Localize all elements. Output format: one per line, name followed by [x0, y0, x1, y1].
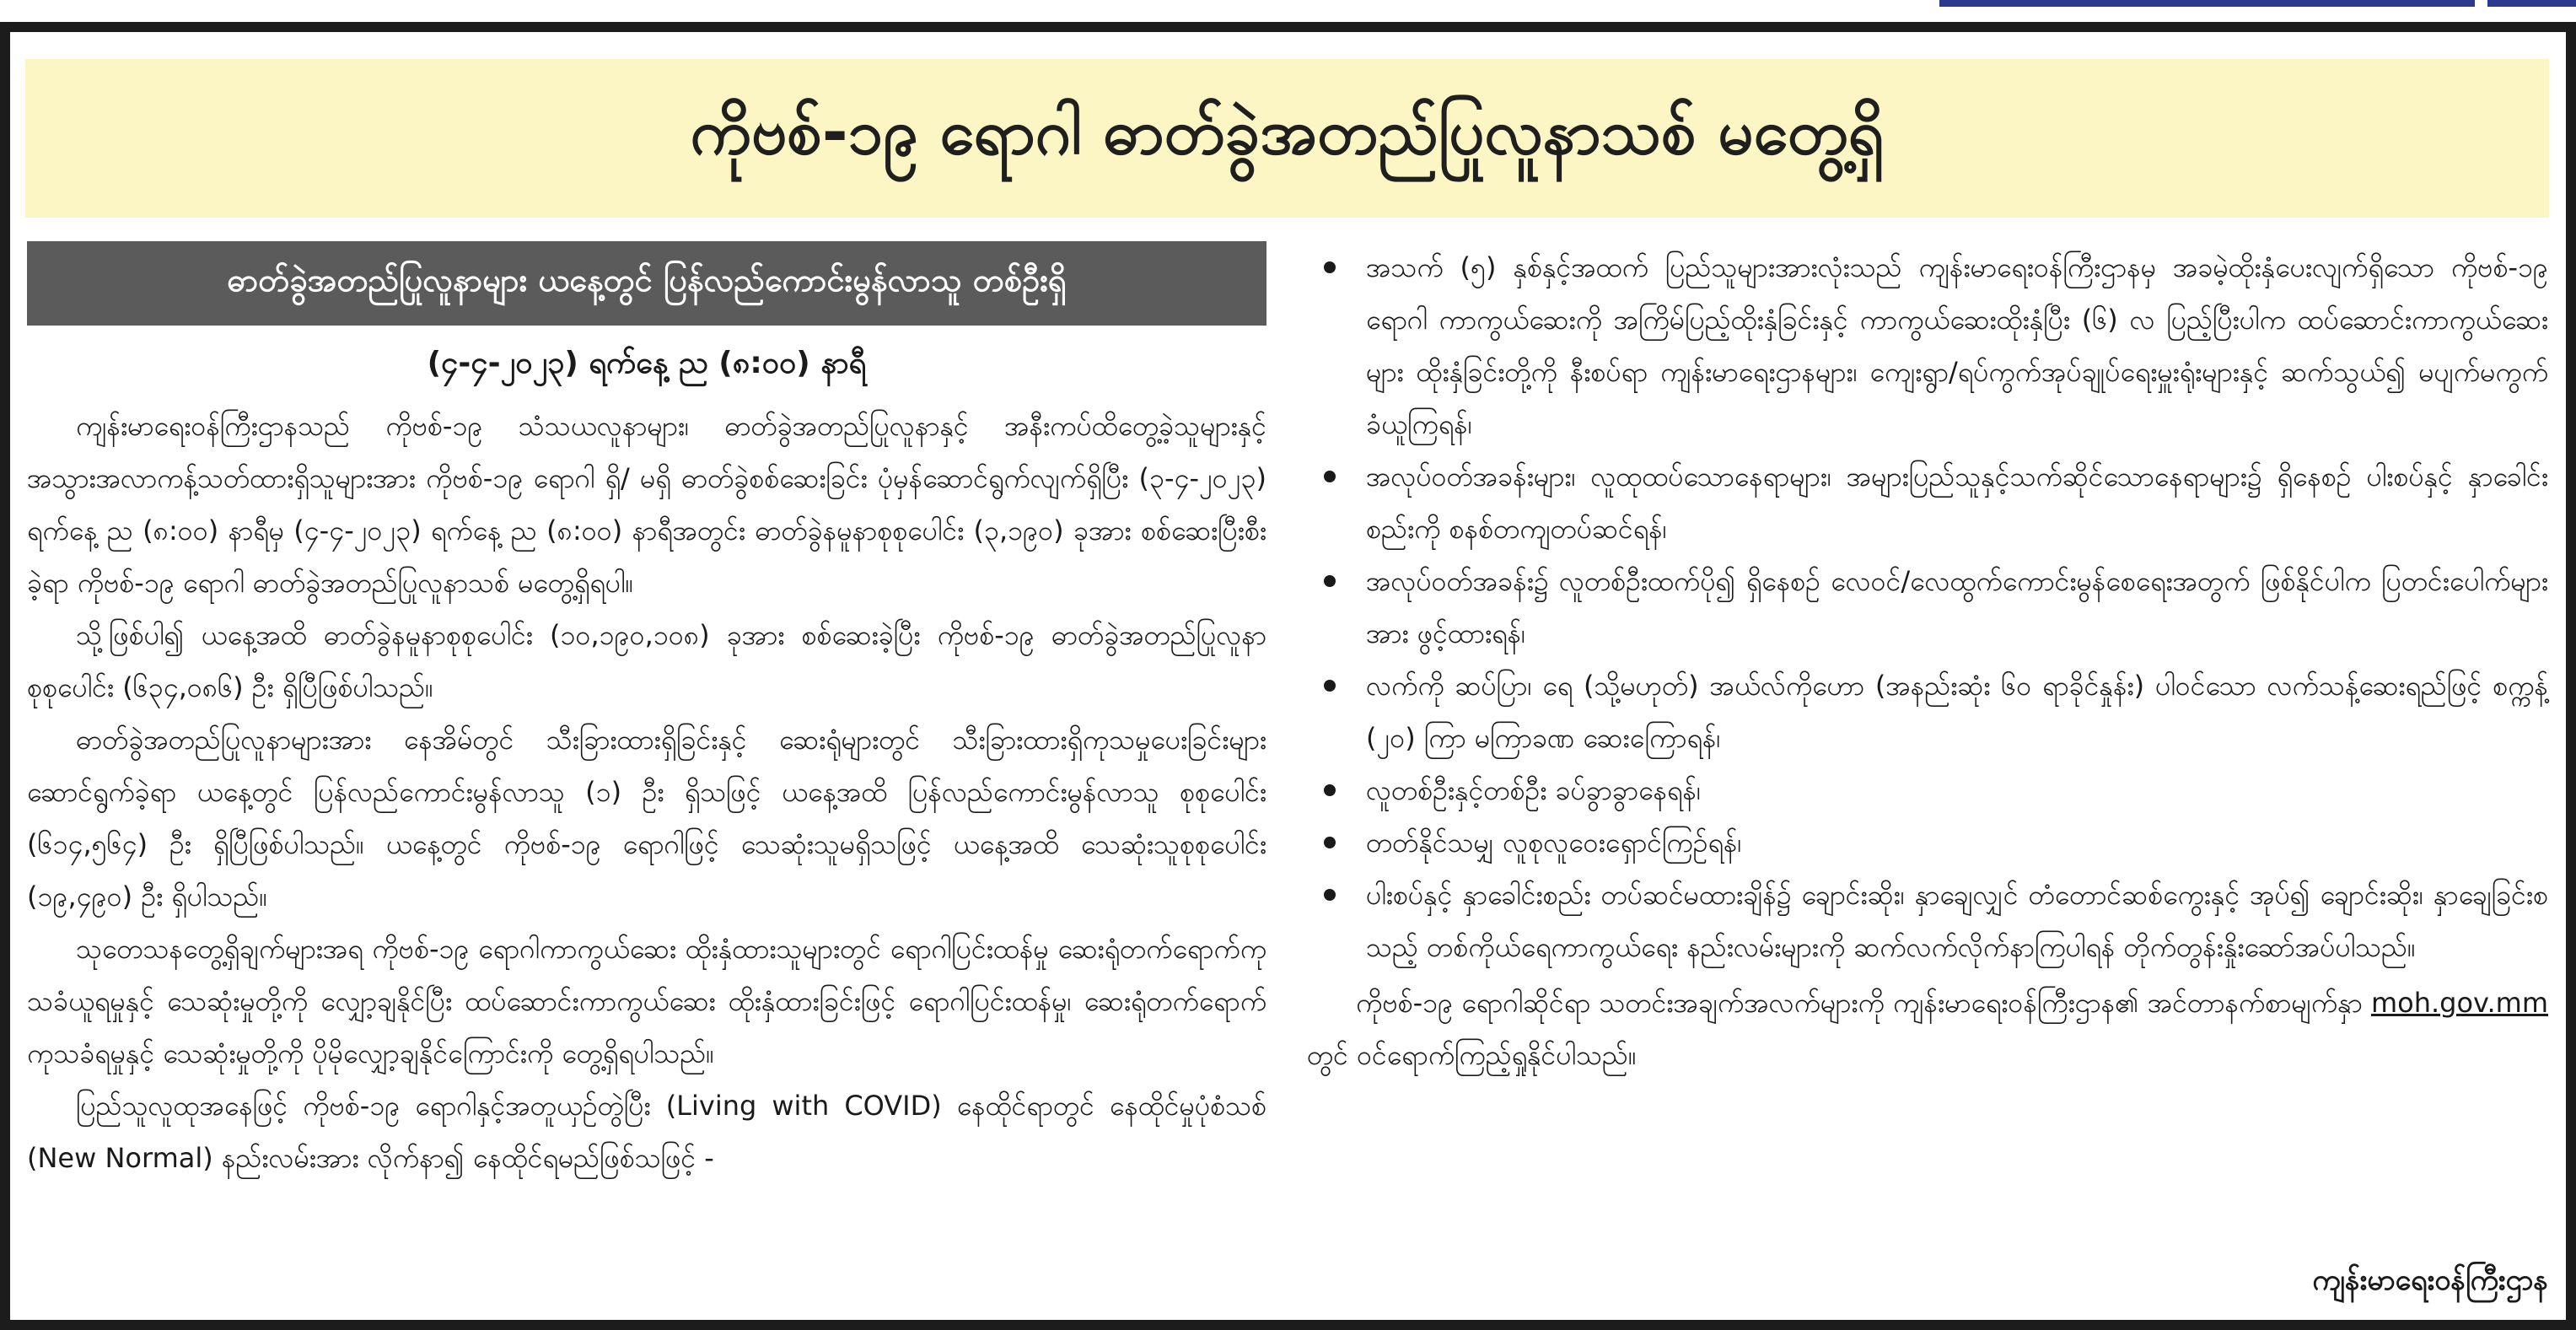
list-item: [1307, 869, 2548, 973]
bullet-icon: [1324, 471, 1336, 482]
website-link[interactable]: moh.gov.mm: [2370, 987, 2548, 1019]
closing-text-after: တွင် ဝင်ရောက်ကြည့်ရှုနိုင်ပါသည်။: [1307, 1039, 1637, 1071]
left-column: [27, 241, 1266, 1312]
bullet-icon: [1324, 889, 1336, 901]
list-item-text: တတ်နိုင်သမျှ လူစုလူဝေးရှောင်ကြဉ်ရန်၊: [1366, 827, 1742, 859]
list-item-text: အသက် (၅) နှစ်နှင့်အထက် ပြည်သူများအားလုံးသည် ကျန်းမာရေးဝန်ကြီးဌာနမှ အခမဲ့ထိုးနှံပေးလျက်ရှိသော ကိုဗစ်-၁၉ ရောဂါ ကာကွယ်ဆေးကို အကြိမ်ပြည့်ထိုးနှံခြင်းနှင့် ကာကွယ်ဆေးထိုးနှံပြီး (၆) လ ပြည့်ပြီးပါက ထပ်ဆောင်းကာကွယ်ဆေးများ ထိုးနှံခြင်းတို့ကို နီးစပ်ရာ ကျန်းမာရေးဌာနများ၊ ကျေးရွာ/ရပ်ကွက်အုပ်ချုပ်ရေးမှူးရုံးများနှင့် ဆက်သွယ်၍ မပျက်မကွက်ခံယူကြရန်၊: [1366, 251, 2548, 440]
list-item-text: အလုပ်ဝတ်အခန်း၌ လူတစ်ဦးထက်ပို၍ ရှိနေစဉ် လေဝင်/လေထွက်ကောင်းမွန်စေရေးအတွက် ဖြစ်နိုင်ပါက ပြတင်းပေါက်များအား ဖွင့်ထားရန်၊: [1366, 565, 2548, 649]
bullet-icon: [1324, 837, 1336, 848]
paragraph-research: သုတေသနတွေ့ရှိချက်များအရ ကိုဗစ်-၁၉ ရောဂါကာကွယ်ဆေး ထိုးနှံထားသူများတွင် ရောဂါပြင်းထန်မှု ဆေးရုံတက်ရောက်ကုသခံယူရမှုနှင့် သေဆုံးမှုတို့ကို လျှော့ချနိုင်ပြီး ထပ်ဆောင်းကာကွယ်ဆေး ထိုးနှံထားခြင်းဖြင့် ရောဂါပြင်းထန်မှု၊ ဆေးရုံတက်ရောက်ကုသခံရမှုနှင့် သေဆုံးမှုတို့ကို ပိုမိုလျှော့ချနိုင်ကြောင်းကို တွေ့ရှိရပါသည်။: [27, 933, 1266, 1069]
sub-banner: ဓာတ်ခွဲအတည်ပြုလူနာများ ယနေ့တွင် ပြန်လည်ကောင်းမွန်လာသူ တစ်ဦးရှိ: [27, 241, 1266, 326]
bullet-icon: [1324, 575, 1336, 587]
headline-band: [25, 59, 2549, 218]
bullet-icon: [1324, 784, 1336, 796]
list-item: [1307, 450, 2548, 555]
list-item: [1307, 555, 2548, 660]
list-item: [1307, 241, 2548, 450]
paragraph-testing: ကျန်းမာရေးဝန်ကြီးဌာနသည် ကိုဗစ်-၁၉ သံသယလူနာများ၊ ဓာတ်ခွဲအတည်ပြုလူနာနှင့် အနီးကပ်ထိတွေ့ခဲ့သူများနှင့် အသွားအလာကန့်သတ်ထားရှိသူများအား ကိုဗစ်-၁၉ ရောဂါ ရှိ/ မရှိ ဓာတ်ခွဲစစ်ဆေးခြင်း ပုံမှန်ဆောင်ရွက်လျက်ရှိပြီး (၃-၄-၂၀၂၃) ရက်နေ့ ည (၈:၀၀) နာရီမှ (၄-၄-၂၀၂၃) ရက်နေ့ ည (၈:၀၀) နာရီအတွင်း ဓာတ်ခွဲနမူနာစုစုပေါင်း (၃,၁၉၀) ခုအား စစ်ဆေးပြီးစီးခဲ့ရာ ကိုဗစ်-၁၉ ရောဂါ ဓာတ်ခွဲအတည်ပြုလူနာသစ် မတွေ့ရှိရပါ။: [27, 410, 1266, 599]
closing-paragraph: [1307, 977, 2548, 1081]
list-item-text: ပါးစပ်နှင့် နှာခေါင်းစည်း တပ်ဆင်မထားချိန်၌ ချောင်းဆိုး၊ နှာချေလျှင် တံတောင်ဆစ်ကွေးနှင့် အုပ်၍ ချောင်းဆိုး၊ နှာချေခြင်းစသည့် တစ်ကိုယ်ရေကာကွယ်ရေး နည်းလမ်းများကို ဆက်လက်လိုက်နာကြပါရန် တိုက်တွန်းနှိုးဆော်အပ်ပါသည်။: [1366, 879, 2548, 963]
top-rule-left: [1939, 0, 2475, 7]
right-column: [1307, 241, 2548, 1312]
bullet-icon: [1324, 261, 1336, 273]
closing-text-before: ကိုဗစ်-၁၉ ရောဂါဆိုင်ရာ သတင်းအချက်အလက်များကို ကျန်းမာရေးဝန်ကြီးဌာန၏ အင်တာနက်စာမျက်နှာ: [1356, 987, 2363, 1019]
top-rule-right: [2487, 0, 2576, 7]
list-item: [1307, 764, 2548, 816]
paragraph-living-with-covid: ပြည်သူလူထုအနေဖြင့် ကိုဗစ်-၁၉ ရောဂါနှင့်အတူယှဉ်တွဲပြီး (Living with COVID) နေထိုင်ရာတွင် နေထိုင်မှုပုံစံသစ် (New Normal) နည်းလမ်းအား လိုက်နာ၍ နေထိုင်ရမည်ဖြစ်သဖြင့် -: [27, 1090, 1266, 1174]
paragraph-recovery: ဓာတ်ခွဲအတည်ပြုလူနာများအား နေအိမ်တွင် သီးခြားထားရှိခြင်းနှင့် ဆေးရုံများတွင် သီးခြားထားရှိကုသမှုပေးခြင်းများ ဆောင်ရွက်ခဲ့ရာ ယနေ့တွင် ပြန်လည်ကောင်းမွန်လာသူ (၁) ဦး ရှိသဖြင့် ယနေ့အထိ ပြန်လည်ကောင်းမွန်လာသူ စုစုပေါင်း (၆၁၄,၅၆၄) ဦး ရှိပြီဖြစ်ပါသည်။ ယနေ့တွင် ကိုဗစ်-၁၉ ရောဂါဖြင့် သေဆုံးသူမရှိသဖြင့် ယနေ့အထိ သေဆုံးသူစုစုပေါင်း (၁၉,၄၉၀) ဦး ရှိပါသည်။: [27, 724, 1266, 913]
list-item-text: လူတစ်ဦးနှင့်တစ်ဦး ခပ်ခွာခွာနေရန်၊: [1366, 774, 1702, 806]
bullet-icon: [1324, 680, 1336, 692]
dateline: (၄-၄-၂၀၂၃) ရက်နေ့ ည (၈:၀၀) နာရီ: [427, 346, 867, 380]
list-item: [1307, 816, 2548, 869]
list-item-text: အလုပ်ဝတ်အခန်းများ၊ လူထုထပ်သောနေရာများ၊ အများပြည်သူနှင့်သက်ဆိုင်သောနေရာများ၌ ရှိနေစဉ် ပါးစပ်နှင့် နှာခေါင်းစည်းကို စနစ်တကျတပ်ဆင်ရန်၊: [1366, 460, 2549, 545]
list-item: [1307, 660, 2548, 764]
paragraph-totals: သို့ဖြစ်ပါ၍ ယနေ့အထိ ဓာတ်ခွဲနမူနာစုစုပေါင်း (၁၀,၁၉၀,၁၀၈) ခုအား စစ်ဆေးခဲ့ပြီး ကိုဗစ်-၁၉ ဓာတ်ခွဲအတည်ပြုလူနာ စုစုပေါင်း (၆၃၄,၀၈၆) ဦး ရှိပြီဖြစ်ပါသည်။: [27, 619, 1266, 703]
headline: ကိုဗစ်-၁၉ ရောဂါ ဓာတ်ခွဲအတည်ပြုလူနာသစ် မတွေ့ရှိ: [690, 95, 1885, 169]
guideline-list: [1307, 241, 2548, 973]
ministry-signature: ကျန်းမာရေးဝန်ကြီးဌာန: [2312, 1263, 2548, 1297]
list-item-text: လက်ကို ဆပ်ပြာ၊ ရေ (သို့မဟုတ်) အယ်လ်ကိုဟော (အနည်းဆုံး ၆၀ ရာခိုင်နှုန်း) ပါဝင်သော လက်သန့်ဆေးရည်ဖြင့် စက္ကန့် (၂၀) ကြာ မကြာခဏ ဆေးကြောရန်၊: [1366, 670, 2548, 754]
